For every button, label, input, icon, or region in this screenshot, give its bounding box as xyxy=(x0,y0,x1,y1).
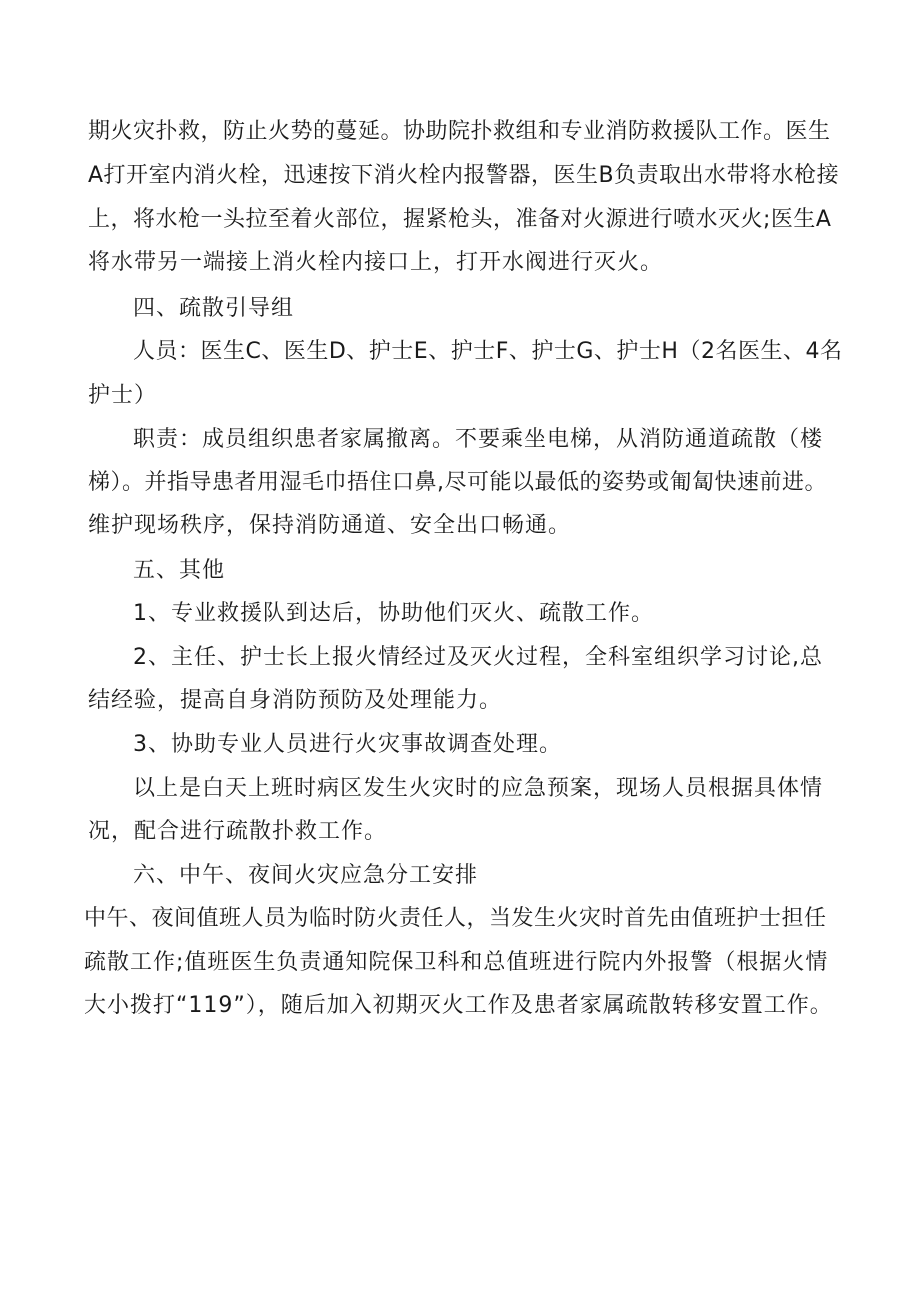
section-4-personnel-line-1: 人员：医生C、医生D、护士E、护士F、护士G、护士H（2名医生、4名 xyxy=(133,339,843,364)
paragraph-1-line-3: 上，将水枪一头拉至着火部位，握紧枪头，准备对火源进行喷水灭火;医生A xyxy=(88,207,832,232)
paragraph-1-line-1: 期火灾扑救，防止火势的蔓延。协助院扑救组和专业消防救援队工作。医生 xyxy=(88,119,831,144)
section-4-duty-line-2: 梯）。并指导患者用湿毛巾捂住口鼻,尽可能以最低的姿势或匍匐快速前进。 xyxy=(88,470,827,495)
section-5-item-2-line-1: 2、主任、护士长上报火情经过及灭火过程，全科室组织学习讨论,总 xyxy=(133,645,823,670)
section-5-item-3: 3、协助专业人员进行火灾事故调查处理。 xyxy=(133,732,562,757)
section-6-heading: 六、中午、夜间火灾应急分工安排 xyxy=(133,863,479,888)
section-5-heading: 五、其他 xyxy=(133,558,226,583)
section-6-body-line-1: 中午、夜间值班人员为临时防火责任人，当发生火灾时首先由值班护士担任 xyxy=(84,906,827,931)
section-6-body-line-3: 大小拨打“119”），随后加入初期灭火工作及患者家属疏散转移安置工作。 xyxy=(84,993,833,1018)
paragraph-1-line-4: 将水带另一端接上消火栓内接口上，打开水阀进行灭火。 xyxy=(88,250,664,275)
section-4-duty-line-1: 职责：成员组织患者家属撤离。不要乘坐电梯，从消防通道疏散（楼 xyxy=(133,427,824,452)
paragraph-1-line-2: A打开室内消火栓，迅速按下消火栓内报警器，医生B负责取出水带将水枪接 xyxy=(88,163,840,188)
section-5-item-2-line-2: 结经验，提高自身消防预防及处理能力。 xyxy=(88,688,503,713)
section-4-heading: 四、疏散引导组 xyxy=(133,296,295,321)
section-5-summary-line-2: 况，配合进行疏散扑救工作。 xyxy=(88,819,388,844)
section-5-summary-line-1: 以上是白天上班时病区发生火灾时的应急预案，现场人员根据具体情 xyxy=(133,776,824,801)
section-5-item-1: 1、专业救援队到达后，协助他们灭火、疏散工作。 xyxy=(133,601,654,626)
section-4-personnel-line-2: 护士） xyxy=(88,383,158,408)
section-6-body-line-2: 疏散工作;值班医生负责通知院保卫科和总值班进行院内外报警（根据火情 xyxy=(84,950,829,975)
section-4-duty-line-3: 维护现场秩序，保持消防通道、安全出口畅通。 xyxy=(88,513,572,538)
